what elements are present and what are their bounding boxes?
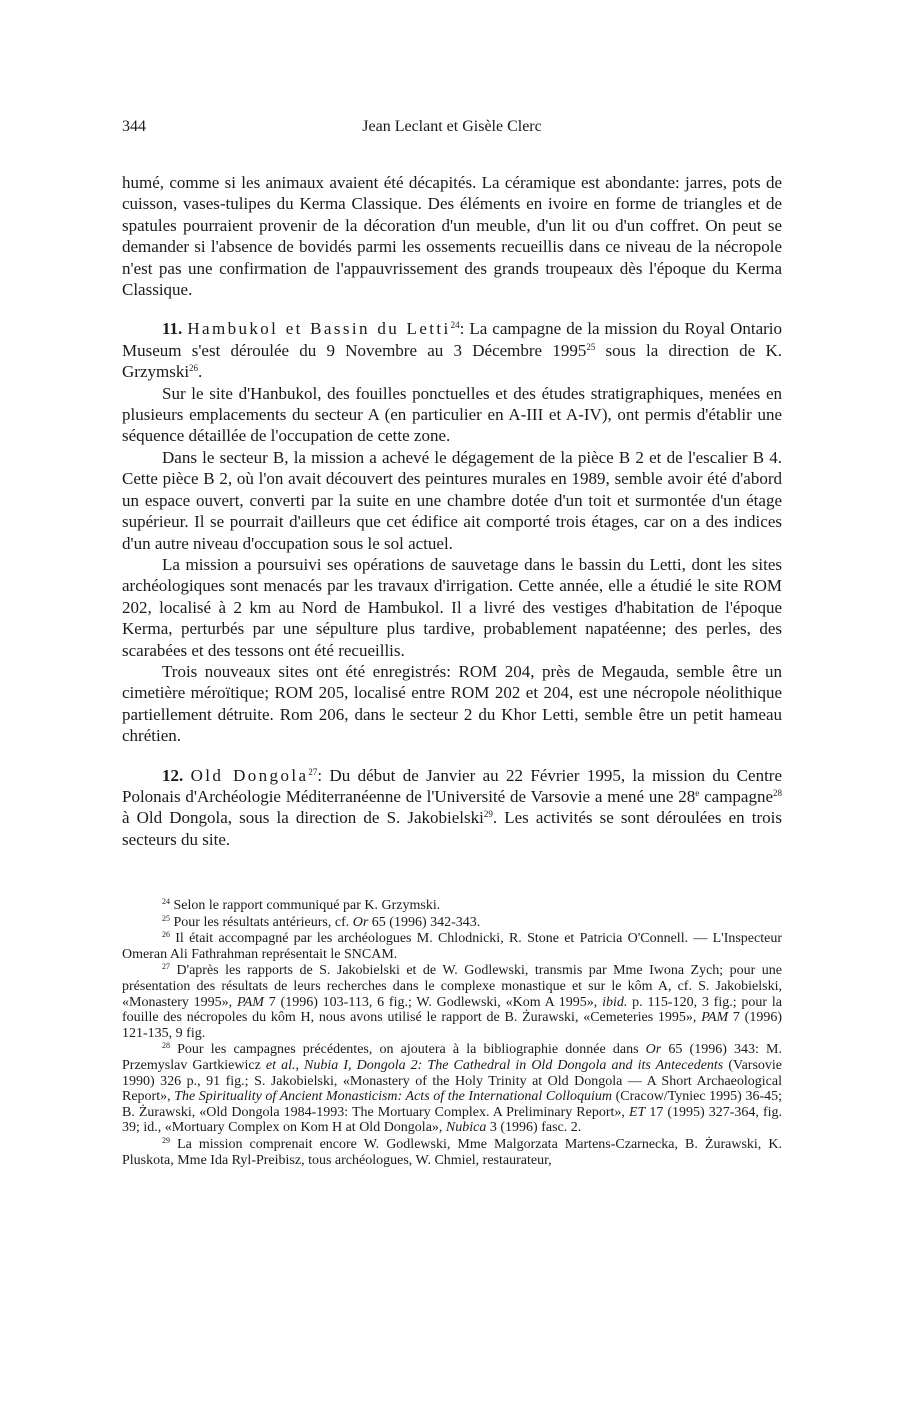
main-text — [122, 172, 782, 850]
footnote-number: 27 — [162, 962, 170, 972]
footnote-ref-29[interactable]: 29 — [483, 809, 493, 820]
paragraph-1: humé, comme si les animaux avaient été décapités. La céramique est abondante: jarres, pots de cuisson, vases-tulipes du Kerma Classique. Des éléments en ivoire en forme de triangles et de spatules pourraient provenir de la décoration d'un meuble, d'un lit ou d'un coffret. On peut se demander si l'absence de bovidés parmi les ossements recueillis dans ce niveau de la nécropole n'est pas une confirmation de l'appauvrissement des grands troupeaux dès l'époque du Kerma Classique. — [122, 173, 782, 300]
footnote-number: 26 — [162, 930, 170, 940]
paragraph-hanbukol: Sur le site d'Hanbukol, des fouilles ponctuelles et des études stratigraphiques, menées en plusieurs emplacements du secteur A (en particulier en A-III et A-IV), ont permis d'établir une séquence détaillée de l'occupation de cette zone. — [122, 383, 782, 446]
footnote-text: 65 (1996) 342-343. — [368, 914, 481, 930]
footnote-ref-24[interactable]: 24 — [450, 320, 460, 331]
paragraph-letti: La mission a poursuivi ses opérations de sauvetage dans le bassin du Letti, dont les sites archéologiques sont menacés par les travaux d'irrigation. Cette année, elle a étudié le site ROM 202, localisé à 2 km au Nord de Hambukol. Il a livré des vestiges d'habitation de l'époque Kerma, perturbés par une sépulture plus tardive, probablement napatéenne; des perles, des scarabées et des tessons ont été recueillis. — [122, 554, 782, 660]
page-header — [122, 118, 782, 142]
footnote-text: 7 (1996) 121-135, 9 fig. — [122, 1010, 782, 1041]
footnote-24 — [122, 898, 782, 914]
footnote-number: 29 — [162, 1135, 170, 1145]
footnote-number: 24 — [162, 897, 170, 906]
section-11-paragraph — [122, 318, 782, 382]
section-11-text-a: : La campagne de la mission du Royal Ontario Museum s'est déroulée du 9 Novembre au 3 Décembre 1995 — [122, 319, 783, 360]
ordinal-suffix: e — [695, 787, 700, 798]
section-11-title: Hambukol et Bassin du Letti — [187, 319, 451, 339]
section-12-text-b: campagne — [699, 786, 774, 806]
footnote-text: p. 115-120, 3 fig.; pour la fouille des nécropoles du kôm H, nous avons utilisé le rapport de B. Żurawski, «Cemeteries 1995», — [122, 994, 782, 1026]
footnote-number: 25 — [162, 913, 170, 923]
section-12-text-a: : Du début de Janvier au 22 Février 1995, la mission du Centre Polonais d'Archéologie Méditerranéenne de l'Université de Varsovie a mené une 28 — [122, 765, 782, 806]
footnote-italic: Nubica — [445, 1120, 487, 1136]
footnote-ref-27[interactable]: 27 — [308, 766, 318, 777]
footnote-text: 3 (1996) fasc. 2. — [486, 1120, 582, 1136]
section-12-text-c: à Old Dongola, sous la direction de S. Jakobielski — [122, 808, 484, 828]
running-title: Jean Leclant et Gisèle Clerc — [362, 118, 542, 135]
footnote-text: 65 (1996) 343: M. Przemyslav Gartkiewicz — [122, 1042, 782, 1073]
page-number: 344 — [122, 118, 146, 135]
footnote-number: 28 — [162, 1041, 170, 1051]
footnote-italic: PAM — [701, 1010, 729, 1026]
section-12-paragraph — [122, 765, 782, 851]
footnote-italic: Or — [352, 914, 369, 930]
footnote-ref-26[interactable]: 26 — [189, 363, 199, 374]
footnote-text: Il était accompagné par les archéologues M. Chlodnicki, R. Stone et Patricia O'Connell. — L'Inspecteur Omeran Ali Fathrahman représentait le SNCAM. — [122, 931, 782, 962]
section-12-title: Old Dongola — [190, 765, 309, 785]
footnote-text: La mission comprenait encore W. Godlewski, Mme Malgorzata Martens-Czarnecka, B. Żurawski, K. Pluskota, Mme Ida Ryl-Preibisz, tous archéologues, W. Chmiel, restaurateur, — [122, 1136, 782, 1168]
footnote-text: Pour les campagnes précédentes, on ajoutera à la bibliographie donnée dans — [170, 1042, 646, 1058]
footnote-italic: PAM — [236, 994, 264, 1010]
footnotes — [122, 898, 782, 1168]
footnote-ref-25[interactable]: 25 — [586, 341, 596, 352]
section-12-number: 12. — [162, 765, 184, 785]
footnote-ref-28[interactable]: 28 — [773, 787, 783, 798]
footnote-italic: ibid. — [602, 994, 628, 1010]
footnote-italic: et al., Nubia I, Dongola 2: The Cathedral in Old Dongola and its Antecedents — [265, 1057, 724, 1073]
footnote-29 — [122, 1137, 782, 1168]
footnote-italic: ET — [628, 1104, 646, 1120]
footnote-italic: The Spirituality of Ancient Monasticism: Acts of the International Colloquium — [174, 1089, 613, 1105]
paragraph-new-sites: Trois nouveaux sites ont été enregistrés: ROM 204, près de Megauda, semble être un cimetière méroïtique; ROM 205, localisé entre ROM 202 et 204, est une nécropole néolithique partiellement détruite. Rom 206, dans le secteur 2 du Khor Letti, semble être un petit hameau chrétien. — [122, 661, 782, 746]
section-11-number: 11. — [162, 319, 183, 339]
paragraph-secteur-b: Dans le secteur B, la mission a achevé le dégagement de la pièce B 2 et de l'escalier B 4. Cette pièce B 2, où l'on avait découvert des peintures murales en 1989, semble avoir été d'abord un espace ouvert, converti par la suite en une chambre dotée d'un toit et surmontée d'un étage supérieur. Il se pourrait d'ailleurs que cet édifice ait comporté trois étages, car on a des indices d'un autre niveau d'occupation sous le sol actuel. — [122, 447, 782, 553]
footnote-italic: Or — [645, 1042, 662, 1058]
footnote-text: Selon le rapport communiqué par K. Grzymski. — [170, 898, 441, 913]
footnote-27 — [122, 963, 782, 1041]
footnote-text: D'après les rapports de S. Jakobielski et de W. Godlewski, transmis par Mme Iwona Zych; pour une présentation des résultats de leurs recherches dans le complexe monastique et sur le kôm A, cf. S. Jakobielski, «Monastery 1995», — [122, 963, 782, 1010]
footnote-text: Pour les résultats antérieurs, cf. — [170, 914, 353, 930]
footnote-25 — [122, 915, 782, 931]
footnote-26 — [122, 931, 782, 962]
footnote-28 — [122, 1042, 782, 1136]
footnote-text: (Cracow/Tyniec 1995) 36-45; B. Żurawski, «Old Dongola 1984-1993: The Mortuary Complex. A Preliminary Report», — [122, 1089, 782, 1120]
footnote-text: 17 (1995) 327-364, fig. 39; id., «Mortuary Complex on Kom H at Old Dongola», — [122, 1104, 782, 1136]
footnote-text: 7 (1996) 103-113, 6 fig.; W. Godlewski, «Kom A 1995», — [263, 994, 603, 1010]
section-11-text-b: sous la direction de K. Grzymski — [122, 340, 782, 382]
section-11-text-c: . — [198, 362, 203, 382]
section-12-text-d: . Les activités se sont déroulées en trois secteurs du site. — [122, 808, 782, 849]
footnote-text: (Varsovie 1990) 326 p., 91 fig.; S. Jakobielski, «Monastery of the Holy Trinity at Old Dongola — A Short Archaeological Report», — [122, 1057, 782, 1105]
